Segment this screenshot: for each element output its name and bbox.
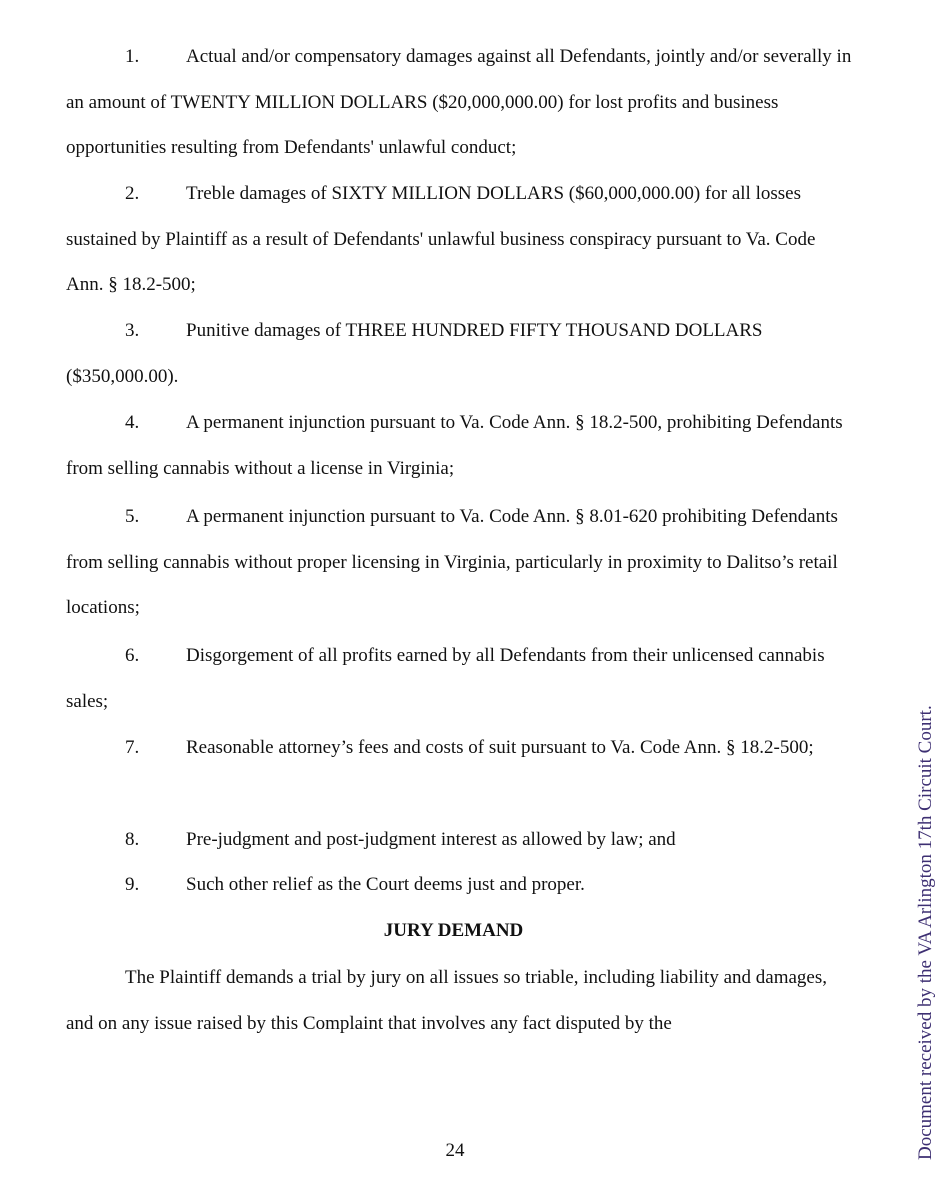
relief-item-2 [66,171,856,308]
item-text: A permanent injunction pursuant to Va. Code Ann. § 8.01-620 prohibiting Defendants from selling cannabis without proper licensing in Virginia, particularly in proximity to Dalitso’s retail locations; [66,506,838,618]
relief-item-4 [66,400,856,491]
jury-demand-paragraph: The Plaintiff demands a trial by jury on all issues so triable, including liability and damages, and on any issue raised by this Complaint that involves any fact disputed by the [66,967,827,1034]
jury-demand-heading: JURY DEMAND [383,920,524,941]
item-text: Pre-judgment and post-judgment interest as allowed by law; and [186,829,676,850]
page-number: 24 [445,1140,465,1161]
item-number: 9. [125,874,140,895]
relief-item-7 [66,725,856,771]
item-text: Punitive damages of THREE HUNDRED FIFTY THOUSAND DOLLARS ($350,000.00). [66,320,763,387]
relief-item-3 [66,308,856,399]
item-text: Disgorgement of all profits earned by all Defendants from their unlicensed cannabis sales; [66,645,825,712]
item-text: Such other relief as the Court deems just and proper. [186,874,585,895]
item-text: A permanent injunction pursuant to Va. Code Ann. § 18.2-500, prohibiting Defendants from selling cannabis without a license in Virginia; [66,412,843,479]
item-number: 5. [125,506,140,527]
item-number: 2. [125,183,140,204]
item-number: 7. [125,737,140,758]
court-received-stamp: Document received by the VA Arlington 17th Circuit Court. [915,705,936,1160]
item-text: Reasonable attorney’s fees and costs of suit pursuant to Va. Code Ann. § 18.2-500; [186,737,814,758]
item-text: Actual and/or compensatory damages against all Defendants, jointly and/or severally in an amount of TWENTY MILLION DOLLARS ($20,000,000.00) for lost profits and business opportunities resulting from Defendants' unlawful conduct; [66,46,852,158]
item-number: 3. [125,320,140,341]
relief-item-5 [66,494,856,631]
item-number: 4. [125,412,140,433]
item-text: Treble damages of SIXTY MILLION DOLLARS ($60,000,000.00) for all losses sustained by Plaintiff as a result of Defendants' unlawful business conspiracy pursuant to Va. Code Ann. § 18.2-500; [66,183,816,295]
relief-item-9 [66,862,856,908]
item-number: 1. [125,46,140,67]
item-number: 6. [125,645,140,666]
relief-item-1 [66,34,856,171]
relief-item-8 [66,817,856,863]
item-number: 8. [125,829,140,850]
relief-item-6 [66,633,856,724]
